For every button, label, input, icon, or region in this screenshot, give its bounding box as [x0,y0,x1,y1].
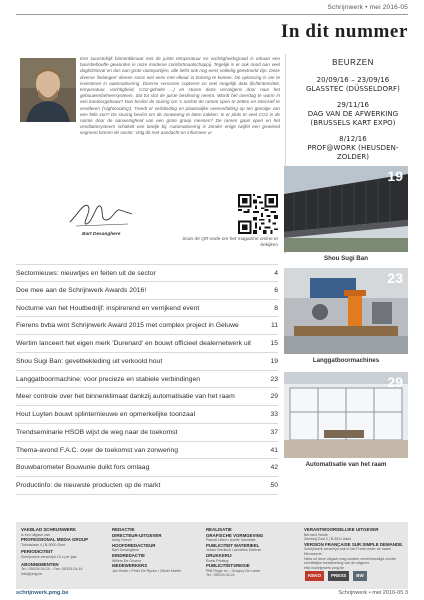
toc-entry-page: 29 [270,393,278,401]
colophon-text: Bart Desanghere [112,548,140,553]
colophon-text: Willem De Groeve [112,558,142,563]
toc-entry-page: 37 [270,428,278,436]
feature-caption: Automatisatie van het raam [305,461,387,468]
colophon-text: Bernard Vande [304,532,328,537]
toc-entry-title: Wertim lanceert het eigen merk 'Durenard' en bouwt officieel dealernetwerk uit [16,340,252,347]
toc-entry-title: Fierens bvba wint Schrijnwerk Award 2015 met complex project in Geluwe [16,322,239,330]
colophon-text: is een uitgave van [21,532,50,537]
fair-date: 20/09/16 – 23/09/16 [316,76,390,84]
toc-entry-title: Sectornieuws: nieuwtjes en feiten uit de sector [16,270,156,277]
keko-logo: KEKO [305,571,324,581]
colophon-text: Tel.: 050/24.04.24 [206,573,235,578]
toc-entry[interactable] [16,371,278,389]
editorial-text: Een zuurstofrijk binnenklimaat met de juiste temperatuur en vochtigheidsgraad is erkaan een basisbehoefte geworden in onze moderne comfortmaatschappij. Tegelijk is er ook nood aan veel daglichtinval en dus aan grote raampartijen, alle liefst ook nog eens volledig geëxtroeld zijn. Deze diverse 'belangen' dienen soms wel eens met elkaar in botsing te komen. De oplossing is om te investeren in automatisering. Diverse sensoren copteren zo veel mogelijk data (lichtintensiteit, temperatuur, vochtigheid, CO2-gehalte ...) en sturen deze vervolgens door naar het gebouwenbeheersysteem, dat tot slot de juiste beslissing neemt. Wordt het overdag te warm in een kantoorgebouw? Dan beslist de sturing om 's nachts de ramen open te zetten en intensief te ventileren ('nightcooling'). Treedt er verblinding en plaatselijke oververhitting op ten gevolge van een felle zon? De sturing beslist om de zonwering te laten zakken. Is er plots te veel CO2 in de ruimte door de aanwezigheid van een grote groep mensen? De ramen gaan open en het ventilatiesysteem schakelt een tandje bij. Automatisering is zonder enige twijfel een groeiend segment binnen de sector. Volg dit met aandacht en informeer u! [80,56,280,136]
toc-entry-title: Bouwbarometer Bouwunie duikt fors omlaag [16,464,150,472]
toc-entry-page: 41 [270,446,278,454]
masthead [0,0,424,48]
toc-entry-title: Thema-avond F.A.C. over de toekomst van zonwering [16,446,179,454]
qr-caption: Scan de QR-code om het magazine online te bekijken [182,237,278,248]
colophon-heading: PERIODICITEIT [21,549,53,555]
fair-name: DAG VAN DE AFWERKING (BRUSSELS KART EXPO) [307,110,399,127]
colophon-link[interactable]: http://schrijnwerk.pmg.be [304,565,344,570]
feature-caption: Shou Sugi Ban [324,255,368,262]
toc-entry-page: 15 [270,340,278,347]
colophon-heading: MEDEWERKERS [112,563,148,569]
toc-entry-page: 8 [274,304,278,312]
signature [66,194,136,230]
fairs [292,54,414,169]
colophon-text: Roels Printing [206,558,229,563]
fair-name: GLASSTEC (DÜSSELDORF) [305,85,401,93]
toc-entry-title: Shou Sugi Ban: gevelbekleding uit verkoold hout [16,357,163,365]
colophon-editorial [112,527,200,573]
toc-entry-title: Trendseminarie HSOB wijst de weg naar de toekomst [16,428,178,436]
feature-caption: Langgatboormachines [312,357,380,364]
toc-entry-title: Doe mee aan de Schrijnwerk Awards 2016! [16,286,147,294]
website-link[interactable]: schrijnwerk.pmg.be [16,590,69,596]
colophon-text: Tolhuislaan 4 | B-9000 Gent [21,542,66,547]
feature-page-badge: 19 [387,168,403,184]
fair-name: PROF@WORK (HEUSDEN-ZOLDER) [307,144,399,161]
toc-entry[interactable] [16,353,278,371]
feature-automatisatie[interactable] [284,372,408,468]
colophon-text: Niets uit deze uitgave mag worden verveelvoudigd zonder schriftelijke toestemming van de uitgever. [304,556,397,566]
toc-entry-page: 50 [270,482,278,489]
colophon-text: Pascal Libert • Axelle Vanneste [206,538,256,543]
page-number: Schrijnwerk • mei 2016-05 3 [338,590,408,596]
colophon-text: Zeeweg Zuid 3 | B-3511 Aalst [304,537,351,542]
issue-meta: Schrijnwerk • mei 2016-05 [327,4,408,11]
feature-shou-sugi-ban[interactable] [284,166,408,262]
colophon-heading: GRAFISCHE VORMGEVING [206,532,264,538]
colophon-text: Andy Hoeve [112,538,132,543]
toc-entry[interactable] [16,424,278,442]
page-title: In dit nummer [280,21,408,42]
editor-name: Bart Desanghere [82,232,121,237]
toc-entry-page: 6 [274,286,278,294]
toc-entry[interactable] [16,282,278,300]
toc-entry-page: 23 [270,375,278,383]
colophon-heading: VERANTWOORDELIJKE UITGEVER [304,527,379,532]
toc-entry-page: 4 [274,270,278,277]
table-of-contents [16,264,278,495]
masthead-rule [16,14,408,15]
feature-page-badge: 29 [387,374,403,390]
editorial [16,54,286,254]
fair-date: 8/12/16 [339,135,367,143]
colophon-email[interactable]: info@pmg.be [21,571,43,576]
feature-image [284,268,408,354]
toc-entry-title: Hout Luyten bouwt splinternieuwe en opmerkelijke toonzaal [16,411,196,418]
toc-entry-page: 33 [270,411,278,418]
colophon-text: Schrijnwerk verschijnt ook in het Frans onder de naam Menuiserie. [304,547,391,556]
toc-entry[interactable] [16,442,278,460]
colophon-heading: EINDREDACTIE [112,552,145,558]
toc-entry[interactable] [16,388,278,406]
colophon-text: Johan Teerlinck • Annelies Debruin [206,548,262,553]
colophon-text: Schrijnwerk verschijnt 10 x per jaar [21,554,77,559]
colophon-heading: ABONNEMENTEN [21,561,59,567]
fairs-title: BEURZEN [332,58,374,67]
fair-item [292,76,414,94]
toc-entry-title: Nocturne van het Houtbedrijf: inspirerend en verrijkend event [16,304,200,312]
colophon-heading: VERSION FRANÇAISE SUR SIMPLE DEMANDE. [304,541,404,547]
colophon-publisher [21,527,107,576]
qr-code[interactable] [238,194,278,234]
feature-image [284,372,408,458]
colophon-heading: REDACTIE [112,527,135,532]
colophon-heading: VAKBLAD SCHRIJNWERK [21,527,77,532]
press-logo: PRESS [328,571,349,581]
toc-entry[interactable] [16,300,278,318]
colophon-text: Tel.: 050/24.04.24 – Fax: 050/24.04.44 [21,567,83,572]
toc-entry-page: 11 [270,322,278,330]
toc-entry-page: 19 [270,357,278,365]
colophon-heading: DRUKKERIJ [206,552,232,558]
toc-entry-title: Meer controle over het binnenklimaat dankzij automatisatie van het raam [16,393,235,401]
fair-item [292,135,414,162]
colophon-text: Jan Hoste • Peter De Rycke • Olivier Martin [112,568,182,573]
bw-logo: BW [353,571,367,581]
partner-logos [305,571,367,581]
colophon-heading: REALISATIE [206,527,232,532]
toc-entry[interactable] [16,264,278,282]
colophon-heading: PUBLICITEIT MATERIEEL [206,542,260,548]
toc-entry-title: Langgatboormachine: voor precieze en stabiele verbindingen [16,375,201,383]
colophon-heading: PROFESSIONAL MEDIA GROUP [21,537,89,543]
editor-photo [20,58,76,122]
colophon-heading: PUBLICITEITSREGIE [206,563,250,569]
fair-item [292,101,414,128]
colophon-text: PMI Regie nv – Gregory De Lame [206,568,261,573]
colophon-legal [304,527,404,570]
toc-entry[interactable] [16,406,278,424]
toc-entry[interactable] [16,317,278,335]
toc-entry[interactable] [16,477,278,495]
toc-entry[interactable] [16,459,278,477]
toc-entry-title: Productinfo: de nieuwste producten op de markt [16,482,161,489]
colophon [16,522,408,589]
fair-date: 29/11/16 [336,101,370,109]
toc-entry-page: 42 [270,464,278,472]
colophon-production [206,527,298,578]
toc-entry[interactable] [16,335,278,353]
colophon-heading: HOOFDREDACTEUR [112,542,156,548]
colophon-heading: DIRECTEUR-UITGEVER [112,532,162,538]
feature-langgatboormachines[interactable] [284,268,408,364]
feature-page-badge: 23 [387,270,403,286]
feature-image [284,166,408,252]
